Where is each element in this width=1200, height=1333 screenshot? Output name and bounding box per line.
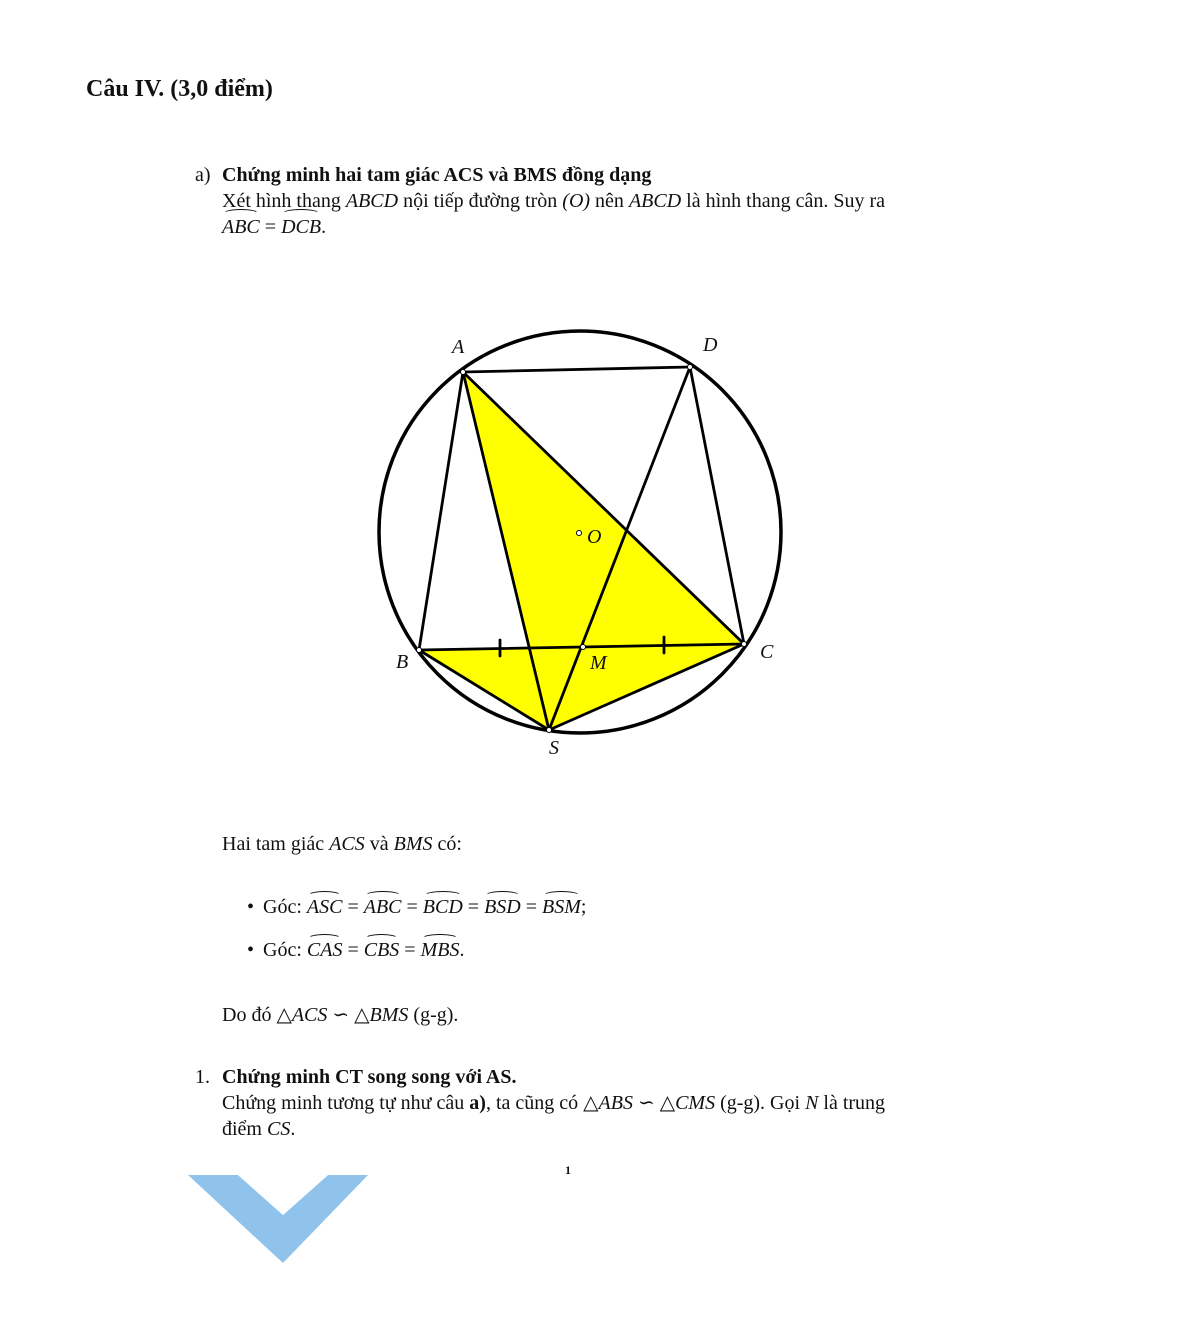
part-1-line1: Chứng minh tương tự như câu a), ta cũng có △ABS ∽ △CMS (g-g). Gọi N là trung bbox=[222, 1092, 886, 1114]
point-a bbox=[461, 370, 466, 375]
page-number: 1 bbox=[565, 1163, 571, 1177]
part-1-line2: điểm CS. bbox=[222, 1118, 296, 1140]
segment-ad bbox=[463, 367, 690, 372]
angle-abc: ABC bbox=[222, 216, 260, 238]
label-a: A bbox=[452, 336, 465, 358]
part-1-marker: 1. bbox=[195, 1066, 210, 1088]
conclusion: Do đó △ACS ∽ △BMS (g-g). bbox=[222, 1004, 459, 1026]
label-m: M bbox=[590, 652, 607, 674]
watermark-logo-icon bbox=[188, 1175, 378, 1270]
label-o: O bbox=[587, 526, 602, 548]
label-s: S bbox=[549, 737, 559, 759]
part-a-body bbox=[222, 162, 982, 240]
point-m bbox=[581, 645, 586, 650]
question-title: Câu IV. (3,0 điểm) bbox=[86, 76, 273, 102]
part-1-heading: Chứng minh CT song song với AS. bbox=[222, 1066, 517, 1088]
segment-ab bbox=[419, 372, 463, 650]
bullet-angle-1: • Góc: ASC = ABC = BCD = BSD = BSM; bbox=[247, 896, 587, 918]
part-a-heading: Chứng minh hai tam giác ACS và BMS đồng dạng bbox=[222, 164, 652, 186]
point-d bbox=[688, 365, 693, 370]
part-a-marker: a) bbox=[195, 164, 211, 186]
label-d: D bbox=[703, 334, 718, 356]
part-a-line2: ABC = DCB. bbox=[222, 216, 327, 238]
geometry-figure bbox=[370, 325, 790, 765]
part-a-line1: Xét hình thang ABCD nội tiếp đường tròn (O) nên ABCD là hình thang cân. Suy ra bbox=[222, 190, 885, 212]
angle-dcb: DCB bbox=[281, 216, 322, 238]
point-c bbox=[742, 642, 747, 647]
point-b bbox=[417, 648, 422, 653]
comparison-intro: Hai tam giác ACS và BMS có: bbox=[222, 833, 462, 855]
point-o bbox=[577, 531, 582, 536]
label-b: B bbox=[396, 651, 409, 673]
part-1-body bbox=[222, 1064, 982, 1142]
bullet-angle-2: • Góc: CAS = CBS = MBS. bbox=[247, 939, 465, 961]
point-s bbox=[547, 728, 552, 733]
label-c: C bbox=[760, 641, 774, 663]
